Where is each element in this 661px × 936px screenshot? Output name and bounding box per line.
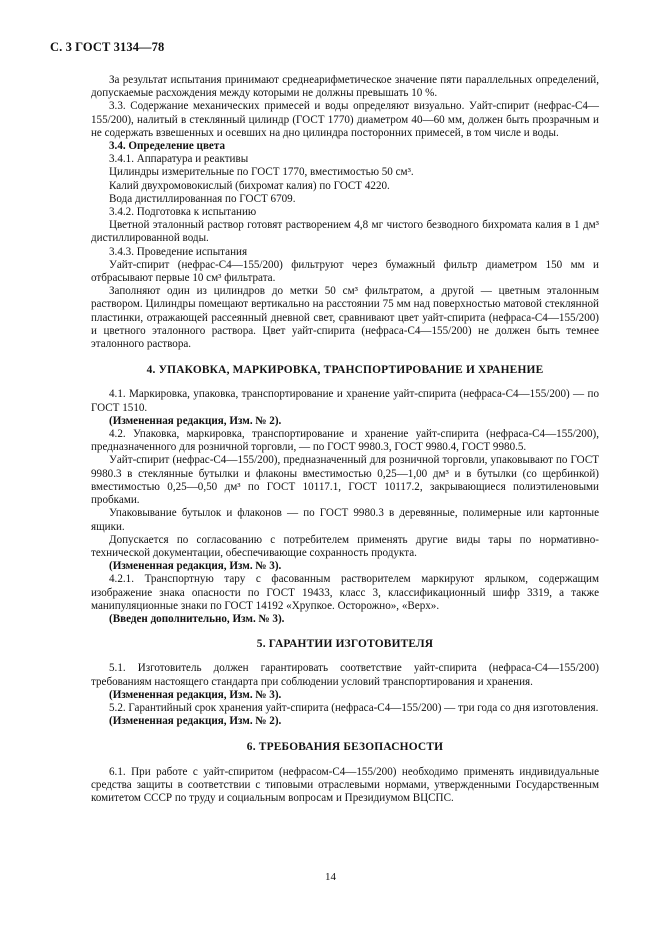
paragraph: Уайт-спирит (нефрас-С4—155/200) фильтруют через бумажный фильтр диаметром 150 мм и отбрасывают первые 10 см³ фильтрата. [91, 258, 599, 285]
paragraph: (Измененная редакция, Изм. № 2). [109, 414, 282, 427]
paragraph: 3.4.2. Подготовка к испытанию [109, 206, 257, 219]
paragraph: 3.4.3. Проведение испытания [109, 245, 248, 258]
page-header: С. 3 ГОСТ 3134—78 [50, 40, 165, 54]
paragraph: Вода дистиллированная по ГОСТ 6709. [109, 192, 296, 205]
paragraph: Заполняют один из цилиндров до метки 50 см³ фильтратом, а другой — цветным эталонным раствором. Цилиндры помещают вертикально на расстоянии 75 мм над поверхностью матовой стеклянной пластинки, отражающей рассеянный дневной свет, сравнивают цвет уайт-спирита (нефраса-С4—155/200) и цветного эталонного раствора. Цвет уайт-спирита (нефраса-С4—155/200) не должен быть темнее эталонного раствора. [91, 285, 599, 351]
paragraph: 6.1. При работе с уайт-спиритом (нефрасом-С4—155/200) необходимо применять индивидуальные средства защиты в соответствии с типовыми отраслевыми нормами, утвержденными Государственным комитетом СССР по труду и социальным вопросам и Президиумом ВЦСПС. [91, 765, 599, 804]
paragraph: 4.2. Упаковка, маркировка, транспортирование и хранение уайт-спирита (нефраса-С4—155/200), предназначенного для розничной торговли, — по ГОСТ 9980.3, ГОСТ 9980.4, ГОСТ 9980.5. [91, 428, 599, 454]
paragraph: Допускается по согласованию с потребителем применять другие виды тары по нормативно-технической документации, обеспечивающие сохранность продукта. [91, 533, 599, 559]
paragraph: 4.2.1. Транспортную тару с фасованным растворителем маркируют ярлыком, содержащим изображение знака опасности по ГОСТ 19433, класс 3, классификационный шифр 3319, а также манипуляционные знаки по ГОСТ 14192 «Хрупкое. Осторожно», «Верх». [91, 573, 599, 612]
paragraph: (Измененная редакция, Изм. № 3). [109, 688, 282, 701]
document-body [91, 74, 599, 805]
paragraph: 3.4.1. Аппаратура и реактивы [109, 153, 249, 166]
paragraph: 4.1. Маркировка, упаковка, транспортирование и хранение уайт-спирита (нефраса-С4—155/200) — по ГОСТ 1510. [91, 388, 599, 414]
paragraph: 5.2. Гарантийный срок хранения уайт-спирита (нефраса-С4—155/200) — три года со дня изготовления. [109, 701, 599, 714]
paragraph: (Измененная редакция, Изм. № 2). [109, 715, 282, 728]
paragraph: (Введен дополнительно, Изм. № 3). [109, 612, 285, 625]
paragraph: За результат испытания принимают среднеарифметическое значение пяти параллельных определений, допускаемые расхождения между которыми не должны превышать 10 %. [91, 74, 599, 100]
paragraph: Цилиндры измерительные по ГОСТ 1770, вместимостью 50 см³. [109, 166, 414, 179]
page-number: 14 [325, 871, 336, 883]
paragraph: Цветной эталонный раствор готовят растворением 4,8 мг чистого безводного бихромата калия в 1 дм³ дистиллированной воды. [91, 219, 599, 245]
paragraph: 3.4. Определение цвета [109, 140, 225, 153]
section-heading: 5. ГАРАНТИИ ИЗГОТОВИТЕЛЯ [256, 638, 434, 651]
paragraph: Калий двухромовокислый (бихромат калия) по ГОСТ 4220. [109, 179, 390, 192]
paragraph: Упаковывание бутылок и флаконов — по ГОСТ 9980.3 в деревянные, полимерные или картонные ящики. [91, 507, 599, 533]
paragraph: 5.1. Изготовитель должен гарантировать соответствие уайт-спирита (нефраса-С4—155/200) требованиям настоящего стандарта при соблюдении условий транспортирования и хранения. [91, 662, 599, 688]
paragraph: Уайт-спирит (нефрас-С4—155/200), предназначенный для розничной торговли, упаковывают по ГОСТ 9980.3 в стеклянные бутылки и флаконы вместимостью 0,25—1,00 дм³ и в бутылки (со щербинкой) вместимостью 0,25—0,50 дм³ по ГОСТ 10117.1, ГОСТ 10117.2, закрывающиеся полиэтиленовыми пробками. [91, 454, 599, 507]
section-heading: 4. УПАКОВКА, МАРКИРОВКА, ТРАНСПОРТИРОВАНИЕ И ХРАНЕНИЕ [146, 364, 544, 377]
paragraph: 3.3. Содержание механических примесей и воды определяют визуально. Уайт-спирит (нефрас-С4—155/200), налитый в стеклянный цилиндр (ГОСТ 1770) диаметром 40—60 мм, должен быть прозрачным и не содержать взвешенных и осевших на дно цилиндра посторонних примесей, в том числе и воды. [91, 100, 599, 139]
section-heading: 6. ТРЕБОВАНИЯ БЕЗОПАСНОСТИ [246, 741, 444, 754]
paragraph: (Измененная редакция, Изм. № 3). [109, 560, 282, 573]
